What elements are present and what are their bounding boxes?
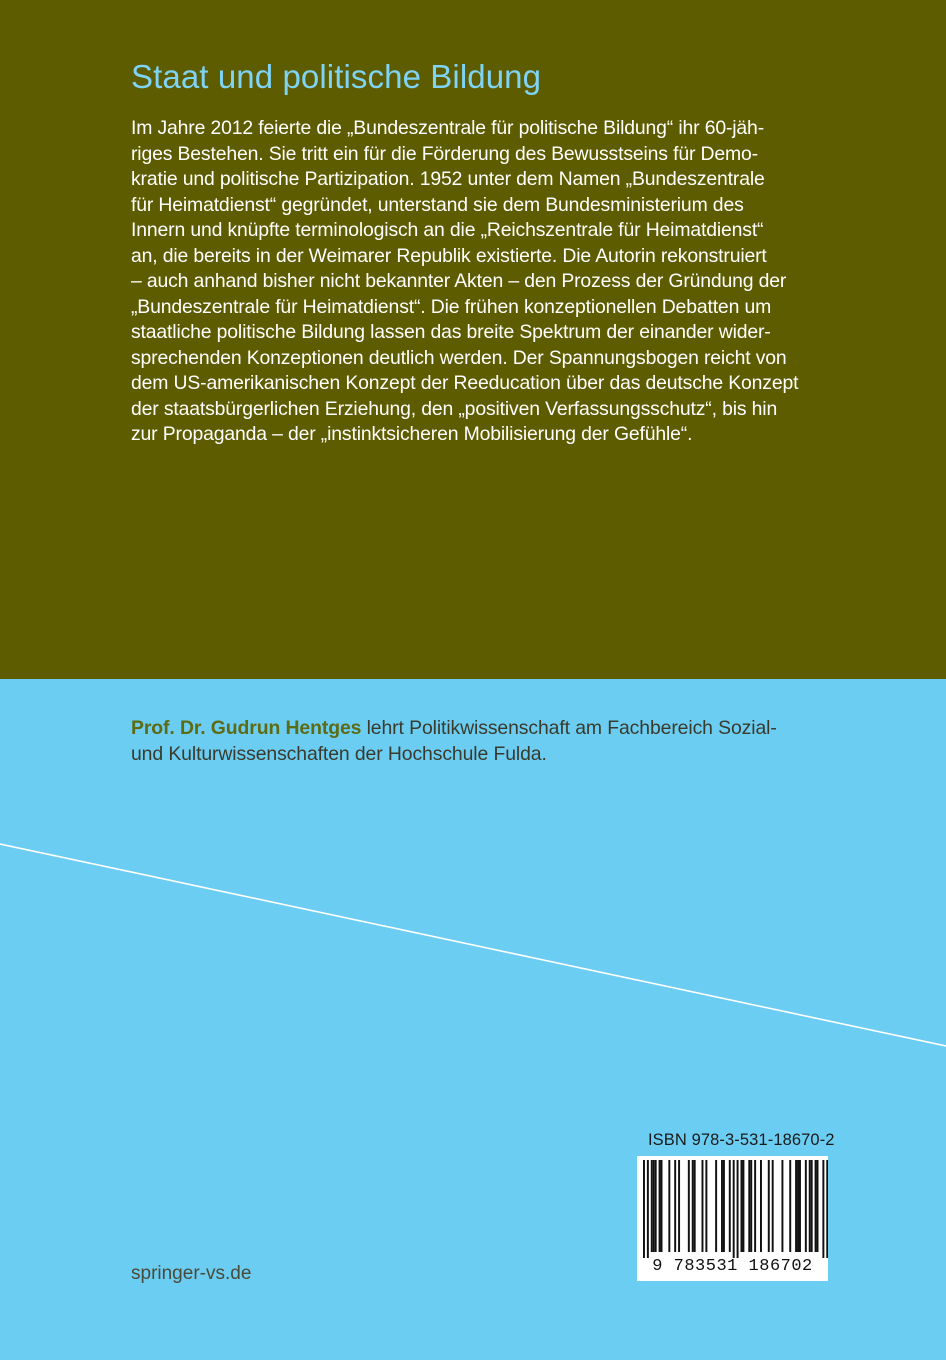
- blurb-line: zur Propaganda – der „instinktsicheren Mobilisierung der Gefühle“.: [131, 423, 693, 445]
- barcode-bar: [729, 1160, 731, 1252]
- barcode-bar: [811, 1160, 813, 1252]
- publisher-website: springer-vs.de: [131, 1263, 252, 1284]
- blurb-line: für Heimatdienst“ gegründet, unterstand sie dem Bundesministerium des: [131, 193, 744, 216]
- barcode-bar: [750, 1160, 752, 1252]
- barcode-bar: [688, 1160, 690, 1252]
- barcode-bar: [661, 1160, 663, 1252]
- book-title: Staat und politische Bildung: [131, 58, 542, 95]
- barcode-bar: [815, 1160, 817, 1252]
- blurb-line: sprechenden Konzeptionen deutlich werden. Der Spannungsbogen reicht von: [131, 346, 787, 369]
- barcode-bar: [678, 1160, 680, 1252]
- blurb-text: [131, 116, 831, 448]
- barcode-bar: [754, 1160, 756, 1252]
- barcode-bar: [674, 1160, 676, 1252]
- barcode-bar: [655, 1160, 657, 1252]
- barcode-bar: [721, 1160, 723, 1252]
- barcode-bar: [760, 1160, 762, 1252]
- top-panel: [0, 0, 946, 679]
- barcode-bar: [659, 1160, 661, 1252]
- blurb-line: riges Bestehen. Sie tritt ein für die Förderung des Bewusstseins für Demo-: [131, 142, 758, 165]
- barcode-bar: [805, 1160, 807, 1252]
- blurb-line: staatliche politische Bildung lassen das breite Spektrum der einander wider-: [131, 321, 771, 343]
- barcode-bar: [694, 1160, 696, 1252]
- barcode-bar: [809, 1160, 811, 1252]
- blurb-line: dem US-amerikanischen Konzept der Reeducation über das deutsche Konzept: [131, 372, 799, 394]
- blurb-line: der staatsbürgerlichen Erziehung, den „positiven Verfassungsschutz“, bis hin: [131, 397, 778, 420]
- barcode-bar: [705, 1160, 707, 1252]
- blurb-line: Innern und knüpfte terminologisch an die „Reichszentrale für Heimatdienst“: [131, 219, 764, 241]
- barcode-bar: [651, 1160, 653, 1252]
- barcode-bar: [733, 1160, 735, 1258]
- barcode-bar: [741, 1160, 743, 1252]
- barcode-bar: [668, 1160, 670, 1252]
- barcode-bar: [797, 1160, 799, 1252]
- barcode-bar: [826, 1160, 828, 1258]
- barcode-bar: [643, 1160, 645, 1258]
- blurb-line: kratie und politische Partizipation. 1952 unter dem Namen „Bundeszentrale: [131, 168, 765, 190]
- barcode-bar: [799, 1160, 801, 1252]
- barcode-bars-icon: [637, 1156, 828, 1258]
- author-bio: [131, 716, 851, 767]
- barcode-bar: [822, 1160, 824, 1258]
- blurb-line: an, die bereits in der Weimarer Republik existierte. Die Autorin rekonstruiert: [131, 244, 767, 267]
- blurb-line: – auch anhand bisher nicht bekannter Akten – den Prozess der Gründung der: [131, 270, 787, 292]
- barcode-bar: [723, 1160, 725, 1252]
- barcode-bar: [702, 1160, 704, 1252]
- barcode-bar: [772, 1160, 774, 1252]
- barcode-bar: [795, 1160, 797, 1252]
- barcode-bar: [781, 1160, 783, 1252]
- barcode-bar: [653, 1160, 655, 1252]
- author-name: Prof. Dr. Gudrun Hentges: [131, 717, 362, 739]
- blurb-line: „Bundeszentrale für Heimatdienst“. Die frühen konzeptionellen Debatten um: [131, 295, 772, 318]
- barcode-number: 9 783531 186702: [652, 1257, 813, 1276]
- barcode-bar: [715, 1160, 717, 1252]
- author-bio-line-1: [131, 716, 851, 742]
- author-bio-text: lehrt Politikwissenschaft am Fachbereich Sozial-: [361, 717, 777, 739]
- barcode-bar: [737, 1160, 739, 1258]
- barcode-bar: [817, 1160, 819, 1252]
- isbn-label: ISBN 978-3-531-18670-2: [648, 1131, 835, 1149]
- blurb-line: Im Jahre 2012 feierte die „Bundeszentrale für politische Bildung“ ihr 60-jäh-: [131, 117, 764, 139]
- barcode: [637, 1156, 828, 1281]
- barcode-bar: [748, 1160, 750, 1252]
- barcode-bar: [789, 1160, 791, 1252]
- author-bio-line-2: und Kulturwissenschaften der Hochschule Fulda.: [131, 742, 547, 765]
- barcode-bar: [647, 1160, 649, 1258]
- barcode-bar: [692, 1160, 694, 1252]
- barcode-bar: [768, 1160, 770, 1252]
- barcode-bar: [742, 1160, 744, 1252]
